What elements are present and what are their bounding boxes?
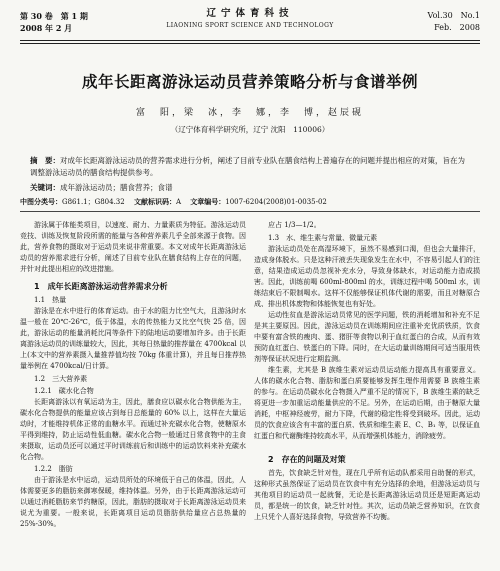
keywords-text: 成年游泳运动员；膳食营养；食谱 <box>60 183 173 192</box>
affiliation: （辽宁体育科学研究所，辽宁 沈阳 110006） <box>170 125 330 134</box>
article-number-value: 1007-6204(2008)01-0035-02 <box>225 198 327 206</box>
body-paragraph: 运动性贫血是游泳运动员常见的医学问题，铁的消耗增加和补充不足是其主要原因。因此，游泳运动员在训练期间应注重补充优质铁质，饮食中要有富含铁的瘦肉、蛋、猪肝等食物以利于血红蛋白的合成，从而有效预防血红蛋白、铁蛋白的下降。同时，在大运动量训练期间可适当服用铁剂等保证状况进行定期监测。 <box>254 311 480 363</box>
body-column-left <box>20 220 246 530</box>
body-column-right <box>254 220 480 523</box>
doc-code-label: 文献标识码： <box>133 198 176 206</box>
body-paragraph: 游泳属于体能类项目，以速度、耐力、力量素质为特征。游泳运动员竞技、训练及恢复阶段所需的能量与各种营养素几乎全部来源于食物。因此，营养食物的摄取对于运动员来说非常重要。本文对成年长距离游泳运动员的营养需求进行分析，阐述了目前专业队在膳食结构上存在的问题，并针对此提出相应的改进措施。 <box>20 221 246 273</box>
paper-title: 成年长距离游泳运动员营养策略分析与食谱举例 <box>81 73 418 91</box>
subsection-heading: 1.3 水、维生素与常量、微量元素 <box>268 234 378 242</box>
clc-label: 中图分类号： <box>20 198 62 206</box>
date-cn: 2008 年 2 月 <box>20 23 73 33</box>
abstract-divider <box>20 211 480 212</box>
subsubsection-heading: 1.2.1 碳水化合物 <box>34 387 94 395</box>
abstract <box>30 155 470 179</box>
issue-info-en <box>428 10 480 34</box>
article-number-label: 文章编号： <box>190 198 226 206</box>
section-heading: 2 存在的问题及对策 <box>268 455 346 464</box>
body-paragraph: 首先，饮食缺乏针对性，现在几乎所有运动队都采用自助餐的形式，这种形式虽然保证了运动员在饮食中有充分选择的余地，但游泳运动员与其他项目的运动员一起就餐，无论是长距离游泳运动员还是短距离运动员，都是统一的饮食，缺乏针对性。其次，运动员缺乏营养知识，在饮食上只凭个人喜好选择食物，导致营养不均衡。 <box>254 469 480 521</box>
subsubsection-heading: 1.2.2 脂肪 <box>34 465 73 473</box>
keywords <box>30 182 470 194</box>
subsection-heading: 1.1 热量 <box>34 296 67 304</box>
keywords-label: 关键词： <box>30 183 60 192</box>
body-paragraph: 游泳是在水中进行的体育运动。由于水的阻力比空气大，且游泳时水温一般在 20℃-26℃，低于体温，水的传热能力又比空气快 25 倍，因此，游泳运动的能量消耗比同等条件下的陆地运动要增加许多。由于长距离游泳运动员的训练量较大，因此，其每日热量的推荐量在 4700kcal 以上(本文中的营养素摄入量推荐值均按 70kg 体重计算)，并且每日推荐热量举例在 4700kcal/日计算。 <box>20 307 246 370</box>
subsection-heading: 1.2 三大营养素 <box>34 375 88 383</box>
doc-code-value: A <box>175 198 182 206</box>
body-paragraph: 长距离游泳以有氧运动为主，因此，膳食应以碳水化合物供能为主，碳水化合物提供的能量应该占到每日总能量的 60% 以上，这样在大量运动时，才能维持机体正常的血糖水平。而通过补充碳水化合物，使糖原水平得到维持，防止运动性低血糖。碳水化合物一般通过日常食物中的主食来摄取，运动员还可以通过平时训练前后和训练中的运动饮料来补充碳水化合物。 <box>20 398 246 461</box>
author-list: 富 阳，梁 冰，李 娜，李 博，赵辰砚 <box>135 108 364 118</box>
journal-name <box>0 8 500 32</box>
clc-value: G861.1；G804.32 <box>62 198 125 206</box>
journal-name-en: LIAONING SPORT SCIENCE AND TECHNOLOGY <box>166 22 334 29</box>
abstract-label: 摘 要： <box>30 156 60 165</box>
body-paragraph: 维生素，尤其是 B 族维生素对运动员运动能力提高具有重要意义。人体的碳水化合物、脂肪和蛋白质要能够发挥生理作用需要 B 族维生素的参与。在运动员碳水化合物摄入严重不足的情况下，B 族维生素的缺乏将更进一步加重运动能量供应的不足。另外，在运动后期，由于糖原大量消耗，中枢神经疲劳，耐力下降，代谢的稳定性将受到破坏。因此，运动员的饮食应该含有丰富的蛋白质、铁质和维生素 E、C、B₁ 等，以保证血红蛋白和代谢酶维持较高水平，从而增强机体能力，消除疲劳。 <box>254 366 480 440</box>
volume-issue-cn: 第 30 卷 第 1 期 <box>20 11 88 21</box>
classification-line <box>20 196 480 208</box>
body-paragraph: 由于游泳是水中运动，运动员所处的环境低于自己的体温，因此，人体需要更多的脂肪来御寒保暖，维持体温。另外，由于长距离游泳运动可以通过消耗脂肪来节约糖原，因此，脂肪的摄取对于长距离游泳运动员来说尤为重要。一般来说，长距离项目运动员脂肪供给量应占总热量的 25%-30%。 <box>20 476 246 528</box>
section-heading: 1 成年长距离游泳运动营养需求分析 <box>34 282 168 291</box>
abstract-text: 对成年长距离游泳运动员的营养需求进行分析，阐述了目前专业队在膳食结构上普遍存在的问题并提出相应的对策，旨在为调整游泳运动员的膳食结构提供参考。 <box>30 156 465 177</box>
body-paragraph: 游泳运动员处在高湿环境下，虽然不易感到口渴，但也会大量排汗，造成身体脱水。只是这种汗液丢失现象发生在水中，不容易引起人们的注意，结果造成运动员忽视补充水分，导致身体缺水，对运动能力造成损害。因此，训练前喝 600ml-800ml 的水，训练过程中喝 500ml 水，训练结束后不限制喝水。这样不仅能够保证机体代谢的需要，而且对糖原合成、排出机体废物和体能恢复也有好处。 <box>254 245 480 308</box>
header-rule-thin <box>20 43 480 44</box>
date-en: Feb. 2008 <box>434 23 480 32</box>
body-paragraph: 应占 1/3—1/2。 <box>268 221 321 229</box>
volume-issue-en: Vol.30 No.1 <box>427 11 480 20</box>
journal-name-cn: 辽宁体育科技 <box>206 8 294 19</box>
header-rule-thick <box>20 40 480 41</box>
spacer <box>254 442 480 448</box>
